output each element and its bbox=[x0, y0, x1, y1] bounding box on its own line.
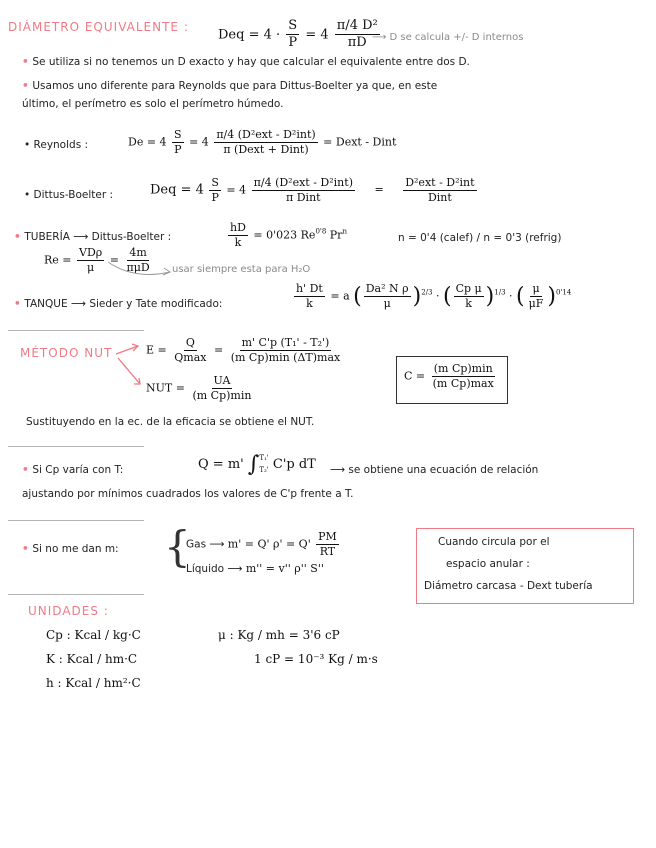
c-num: (m Cp)min bbox=[433, 362, 493, 375]
liq-label: Líquido ⟶ bbox=[186, 563, 243, 575]
mcp-min-den: (m Cp)min bbox=[192, 388, 252, 402]
eq-4: = 4 bbox=[189, 135, 209, 149]
dittus-den: π Dint bbox=[286, 190, 321, 204]
bullet-dot-icon: • bbox=[14, 298, 25, 310]
exp3: 0'14 bbox=[556, 288, 572, 297]
bullet-dot-icon: • bbox=[22, 56, 33, 68]
unit-cp: Cp : Kcal / kg·C bbox=[46, 628, 141, 642]
eq-a: = a bbox=[330, 289, 350, 303]
reynolds-num: π/4 (D²ext - D²int) bbox=[216, 128, 316, 141]
rt-den: RT bbox=[319, 544, 336, 558]
re-eq: = bbox=[109, 253, 119, 267]
cp-integral bbox=[198, 452, 316, 477]
dittus-label: • Dittus-Boelter : bbox=[24, 189, 114, 201]
int-lower: T₂' bbox=[259, 465, 269, 474]
q-num: Q bbox=[185, 336, 195, 349]
f2-num: Cp μ bbox=[455, 282, 482, 295]
cp-dt: C'p dT bbox=[272, 457, 316, 472]
pimud-den: πμD bbox=[126, 260, 150, 274]
reynolds-label: • Reynolds : bbox=[24, 139, 89, 151]
reynolds-formula bbox=[128, 128, 396, 157]
de-lhs: De = 4 bbox=[128, 135, 167, 149]
branch-arrows-icon bbox=[112, 340, 148, 390]
liquid-row bbox=[186, 562, 324, 575]
re-rhs: = 0'023 Re bbox=[253, 228, 316, 242]
re-exp: 0'8 bbox=[315, 227, 327, 236]
gas-label: Gas ⟶ bbox=[186, 538, 225, 551]
s-num: S bbox=[211, 176, 219, 189]
eq-4: = 4 bbox=[305, 27, 329, 43]
p-den: P bbox=[288, 35, 298, 51]
nut-note: Sustituyendo en la ec. de la eficacia se obtiene el NUT. bbox=[26, 416, 315, 428]
mu-den: μ bbox=[87, 260, 95, 274]
4m-num: 4m bbox=[129, 246, 147, 259]
bullet-dot-icon: • bbox=[14, 231, 25, 243]
p-den: P bbox=[211, 190, 219, 204]
f2-den: k bbox=[465, 296, 472, 310]
tanque-row bbox=[14, 298, 222, 310]
int-upper: T₁' bbox=[259, 454, 269, 463]
qmax-den: Qmax bbox=[174, 350, 207, 364]
dittus-num: π/4 (D²ext - D²int) bbox=[253, 176, 353, 189]
dittus-num2: D²ext - D²int bbox=[405, 176, 475, 189]
bullet-dot-icon: • bbox=[22, 464, 33, 476]
brace-icon: { bbox=[164, 522, 191, 571]
dittus-formula bbox=[150, 176, 479, 205]
unit-cp-conv: 1 cP = 10⁻³ Kg / m·s bbox=[254, 652, 378, 666]
bullet-dot-icon: • bbox=[22, 80, 33, 92]
dittus-den2: Dint bbox=[427, 190, 452, 204]
cp-line1a: Si Cp varía con T: bbox=[32, 464, 124, 476]
deq-formula bbox=[218, 18, 382, 52]
re-lhs: Re = bbox=[44, 253, 72, 267]
bullet-2-text: Usamos uno diferente para Reynolds que para Dittus-Boelter ya que, en este bbox=[32, 80, 438, 92]
pid-den: πD bbox=[347, 35, 367, 51]
k-den: k bbox=[306, 296, 313, 310]
box-line2: espacio anular : bbox=[446, 558, 530, 570]
mass-label: Si no me dan m: bbox=[32, 543, 119, 555]
cp-line2: ajustando por mínimos cuadrados los valores de C'p frente a T. bbox=[22, 488, 354, 500]
s-num: S bbox=[286, 18, 299, 35]
nut-formula bbox=[146, 374, 255, 403]
gas-row bbox=[186, 530, 341, 559]
cp-row bbox=[22, 464, 123, 476]
p-den: P bbox=[174, 142, 182, 156]
unit-h: h : Kcal / hm²·C bbox=[46, 676, 141, 690]
curved-arrow-icon bbox=[104, 258, 174, 282]
ua-num: UA bbox=[213, 374, 231, 387]
integral-icon: ∫ bbox=[247, 452, 260, 477]
tuberia-label: TUBERÍA ⟶ Dittus-Boelter : bbox=[24, 231, 172, 243]
sieder-tate-formula: $\frac{h' Dt}{k}$ = a ( $\frac{\text{Da² N ρ}}{\mu}$ )$^{2/3}$ · ( $\frac{\text{Cp μ}}{k}$ )$^{1/3}$ · ( $\frac{\mu}{\mu F}$ )$^{0'14}$ bbox=[296, 282, 572, 310]
pi4-num: π/4 D² bbox=[335, 18, 380, 35]
bullet-2-cont: último, el perímetro es solo el perímetro húmedo. bbox=[22, 98, 284, 110]
e-eq: = bbox=[213, 343, 224, 357]
hd-num: hD bbox=[230, 221, 246, 234]
section-title-nut: MÉTODO NUT bbox=[20, 346, 113, 360]
vdp-num: VDρ bbox=[79, 246, 103, 259]
deq-lhs: Deq = 4 · bbox=[218, 27, 281, 43]
n-note: n = 0'4 (calef) / n = 0'3 (refrig) bbox=[398, 232, 562, 244]
box-line1: Cuando circula por el bbox=[438, 536, 550, 548]
s-num: S bbox=[174, 128, 182, 141]
exp2: 1/3 bbox=[494, 288, 506, 297]
c-formula bbox=[404, 362, 498, 391]
reynolds-result: = Dext - Dint bbox=[323, 135, 397, 149]
c-lhs: C = bbox=[404, 369, 426, 383]
tuberia-row bbox=[14, 231, 171, 243]
bullet-2 bbox=[22, 80, 437, 92]
section-title-unidades: UNIDADES : bbox=[28, 604, 109, 618]
e-den2: (m Cp)min (ΔT)max bbox=[230, 350, 341, 364]
divider-line bbox=[8, 330, 144, 331]
eq-4: = 4 bbox=[226, 183, 247, 197]
section-title-diametro: DIÁMETRO EQUIVALENTE : bbox=[8, 20, 189, 34]
box-line3: Diámetro carcasa - Dext tubería bbox=[424, 580, 593, 592]
deq-lhs: Deq = 4 bbox=[150, 182, 204, 198]
e-lhs: E = bbox=[146, 343, 167, 357]
c-den: (m Cp)max bbox=[432, 376, 494, 390]
divider-line bbox=[8, 594, 144, 595]
nut-lhs: NUT = bbox=[146, 381, 185, 395]
pr-exp: n bbox=[342, 227, 347, 236]
liq-eq: m'' = v'' ρ'' S'' bbox=[245, 562, 324, 575]
bullet-dot-icon: • bbox=[22, 543, 33, 555]
unit-mu: μ : Kg / mh = 3'6 cP bbox=[218, 628, 340, 642]
bullet-1-text: Se utiliza si no tenemos un D exacto y hay que calcular el equivalente entre dos D. bbox=[32, 56, 470, 68]
e-num2: m' C'p (T₁' - T₂') bbox=[241, 336, 330, 349]
f3-num: μ bbox=[532, 282, 540, 295]
pm-num: PM bbox=[318, 530, 337, 543]
cp-line1d: ⟶ se obtiene una ecuación de relación bbox=[330, 464, 539, 476]
k-den: k bbox=[234, 235, 242, 249]
gas-eq: m' = Q' ρ' = Q' bbox=[227, 537, 311, 551]
dittus-eq: = bbox=[374, 183, 384, 197]
divider-line bbox=[8, 520, 144, 521]
q-m: Q = m' bbox=[198, 457, 244, 472]
reynolds-den: π (Dext + Dint) bbox=[223, 142, 309, 156]
exp1: 2/3 bbox=[421, 288, 433, 297]
dittus-nusselt bbox=[226, 221, 347, 250]
d-calc-note: ⟶ D se calcula +/- D internos bbox=[372, 32, 524, 43]
hdt-num: h' Dt bbox=[296, 282, 323, 295]
bullet-1 bbox=[22, 56, 470, 68]
unit-k: K : Kcal / hm·C bbox=[46, 652, 138, 666]
efficiency-formula bbox=[146, 336, 344, 365]
tanque-label: TANQUE ⟶ Sieder y Tate modificado: bbox=[24, 298, 223, 310]
f3-den: μF bbox=[528, 296, 544, 310]
divider-line bbox=[8, 446, 144, 447]
f1-den: μ bbox=[383, 296, 391, 310]
pr: Pr bbox=[329, 228, 343, 242]
water-note: usar siempre esta para H₂O bbox=[172, 264, 311, 275]
mass-row bbox=[22, 543, 119, 555]
f1-num: Da² N ρ bbox=[365, 282, 409, 295]
